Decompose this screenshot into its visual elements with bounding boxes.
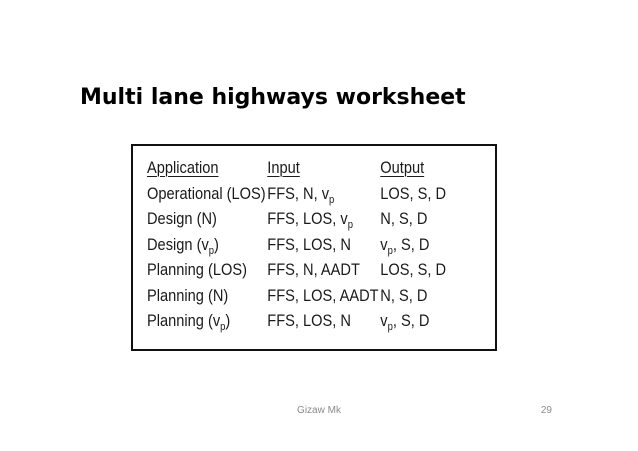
cell-text-main: v <box>380 234 388 254</box>
worksheet-table-frame <box>131 144 497 351</box>
cell-output <box>380 257 446 283</box>
cell-text-main: Planning (v <box>147 311 221 330</box>
cell-text-tail: , S, D <box>392 311 430 330</box>
cell-application <box>147 232 267 258</box>
cell-input <box>267 283 380 309</box>
footer-author: Gizaw Mk <box>297 405 341 416</box>
cell-output <box>380 308 446 334</box>
cell-application <box>147 257 267 283</box>
cell-text-main: Planning (LOS) <box>147 260 247 279</box>
cell-text-main: LOS, S, D <box>380 183 447 203</box>
cell-text-sub: p <box>387 244 393 257</box>
cell-text-main: N, S, D <box>380 285 428 305</box>
cell-application <box>147 283 267 309</box>
cell-input <box>267 181 380 207</box>
cell-text-main: Planning (N) <box>147 285 229 305</box>
cell-text-tail: ) <box>225 311 231 330</box>
cell-text-tail: ) <box>214 234 219 254</box>
header-input: Input <box>267 158 300 177</box>
table-body <box>147 181 446 334</box>
cell-text-sub: p <box>329 193 335 206</box>
cell-input <box>267 257 380 283</box>
cell-input <box>267 232 380 258</box>
table-row <box>147 181 446 207</box>
header-output: Output <box>380 158 425 177</box>
cell-text-main: N, S, D <box>380 209 428 228</box>
cell-application <box>147 181 267 207</box>
worksheet-table <box>147 155 446 334</box>
cell-text-main: FFS, N, AADT <box>267 260 360 279</box>
cell-text-main: Design (v <box>147 234 209 254</box>
cell-text-sub: p <box>220 321 226 333</box>
cell-text-sub: p <box>208 244 215 257</box>
cell-text-sub: p <box>347 219 353 231</box>
table-row <box>147 206 446 232</box>
table-header-row <box>147 155 446 181</box>
cell-output <box>380 232 446 258</box>
slide-title: Multi lane highways worksheet <box>80 85 466 110</box>
page-number: 29 <box>540 405 552 416</box>
header-application: Application <box>147 158 219 177</box>
cell-output <box>380 283 446 309</box>
cell-text-main: v <box>380 311 388 330</box>
cell-text-main: FFS, LOS, v <box>267 209 348 228</box>
table-row <box>147 308 446 334</box>
table-row <box>147 283 446 309</box>
cell-text-tail: , S, D <box>392 234 430 254</box>
cell-text-sub: p <box>387 321 393 333</box>
cell-text-main: LOS, S, D <box>380 260 447 279</box>
cell-input <box>267 308 380 334</box>
table-row <box>147 257 446 283</box>
cell-input <box>267 206 380 232</box>
cell-application <box>147 308 267 334</box>
cell-text-main: Operational (LOS) <box>147 183 266 203</box>
cell-output <box>380 206 446 232</box>
table-row <box>147 232 446 258</box>
cell-text-main: FFS, LOS, AADT <box>267 285 379 305</box>
cell-text-main: FFS, LOS, N <box>267 234 351 254</box>
cell-application <box>147 206 267 232</box>
cell-text-main: FFS, N, v <box>267 183 330 203</box>
cell-text-main: Design (N) <box>147 209 217 228</box>
cell-output <box>380 181 446 207</box>
cell-text-main: FFS, LOS, N <box>267 311 351 330</box>
